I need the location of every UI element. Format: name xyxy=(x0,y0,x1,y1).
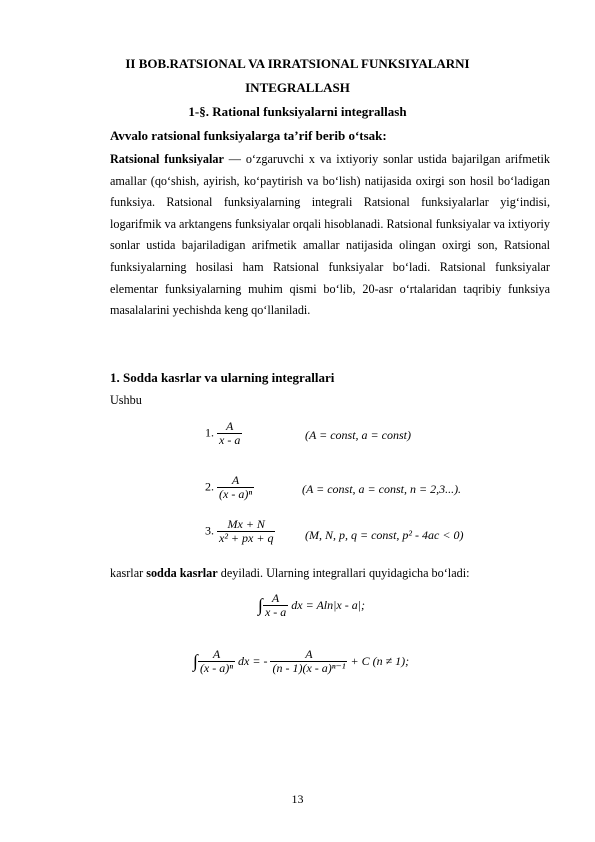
integral-2-numerator: A xyxy=(198,648,235,662)
formula-1-fraction xyxy=(217,420,242,447)
kasrlar-line xyxy=(110,566,469,581)
formula-2-fraction xyxy=(217,474,254,501)
formula-2-denominator: (x - a)ⁿ xyxy=(219,487,253,501)
integral-2-tail: + C (n ≠ 1); xyxy=(350,654,410,668)
formula-2 xyxy=(205,474,254,501)
chapter-title-line1: II BOB.RATSIONAL VA IRRATSIONAL FUNKSIYALARNI xyxy=(125,56,470,71)
formula-3-denominator: x² + px + q xyxy=(219,531,274,545)
paragraph-text: — o‘zgaruvchi x va ixtiyoriy sonlar ustida bajarilgan arifmetik amallar (qo‘shish, ayirish, ko‘paytirish va bo‘lish) natijasida oxirgi son hosil bo‘ladigan funksiya. Ratsional funksiyalarning integrali Ratsional funksiyalarlar yig‘indisi, logarifmik va arktangens funksiyalar orqali hisoblanadi. Ratsional funksiyalar va ixtiyoriy sonlar ustida bajariladigan arifmetik amallar natijasida olingan oxirgi son, Ratsional funksiyalarning hosilasi ham Ratsional funksiyalar bo‘ladi. Ratsional funksiyalar elementar funksiyalarning muhim qismi bo‘lib, 20-asr o‘rtalaridan taqribiy funksiya masalalarini yechishda keng qo‘llaniladi. xyxy=(110,152,550,318)
kasrlar-prefix: kasrlar xyxy=(110,566,147,580)
formula-2-numerator: A xyxy=(217,474,254,488)
page-number: 13 xyxy=(291,792,304,806)
integral-2 xyxy=(193,648,409,675)
ushbu-text: Ushbu xyxy=(110,393,142,407)
formula-1-numerator: A xyxy=(217,420,242,434)
kasrlar-suffix: deyiladi. Ularning integrallari quyidagicha bo‘ladi: xyxy=(217,566,470,580)
integral-1-fraction xyxy=(263,592,288,619)
formula-1-denominator: x - a xyxy=(219,433,241,447)
formula-3-condition: (M, N, p, q = const, p² - 4ac < 0) xyxy=(305,528,464,542)
section-title: 1-§. Rational funksiyalarni integrallash xyxy=(188,104,407,119)
integral-1-rhs: dx = Aln|x - a|; xyxy=(291,598,366,612)
subsection-heading: 1. Sodda kasrlar va ularning integrallari xyxy=(110,370,335,385)
integral-sign-icon: ∫ xyxy=(193,651,198,671)
formula-1-label: 1. xyxy=(205,425,214,440)
integral-2-mid: dx = - xyxy=(238,654,268,668)
integral-1-denominator: x - a xyxy=(264,605,287,619)
formula-1-condition: (A = const, a = const) xyxy=(305,428,411,442)
integral-1 xyxy=(258,592,365,619)
formula-3-numerator: Mx + N xyxy=(217,518,275,532)
integral-2-result-fraction xyxy=(270,648,347,675)
formula-2-condition: (A = const, a = const, n = 2,3...). xyxy=(302,482,462,496)
formula-3-label: 3. xyxy=(205,523,214,538)
integral-2-result-numerator: A xyxy=(270,648,347,662)
integral-1-numerator: A xyxy=(263,592,288,606)
chapter-title-line2: INTEGRALLASH xyxy=(245,80,350,95)
integral-2-fraction xyxy=(198,648,235,675)
formula-3-fraction xyxy=(217,518,275,545)
formula-3 xyxy=(205,518,275,545)
formula-2-label: 2. xyxy=(205,479,214,494)
kasrlar-bold: sodda kasrlar xyxy=(146,566,218,580)
term: Ratsional funksiyalar xyxy=(110,152,224,166)
definitions-heading: Avvalo ratsional funksiyalarga ta’rif berib o‘tsak: xyxy=(110,128,387,143)
integral-2-result-denominator: (n - 1)(x - a)ⁿ⁻¹ xyxy=(272,661,346,675)
integral-2-denominator: (x - a)ⁿ xyxy=(199,661,234,675)
formula-1 xyxy=(205,420,242,447)
integral-sign-icon: ∫ xyxy=(258,595,263,615)
definition-paragraph xyxy=(110,149,550,322)
